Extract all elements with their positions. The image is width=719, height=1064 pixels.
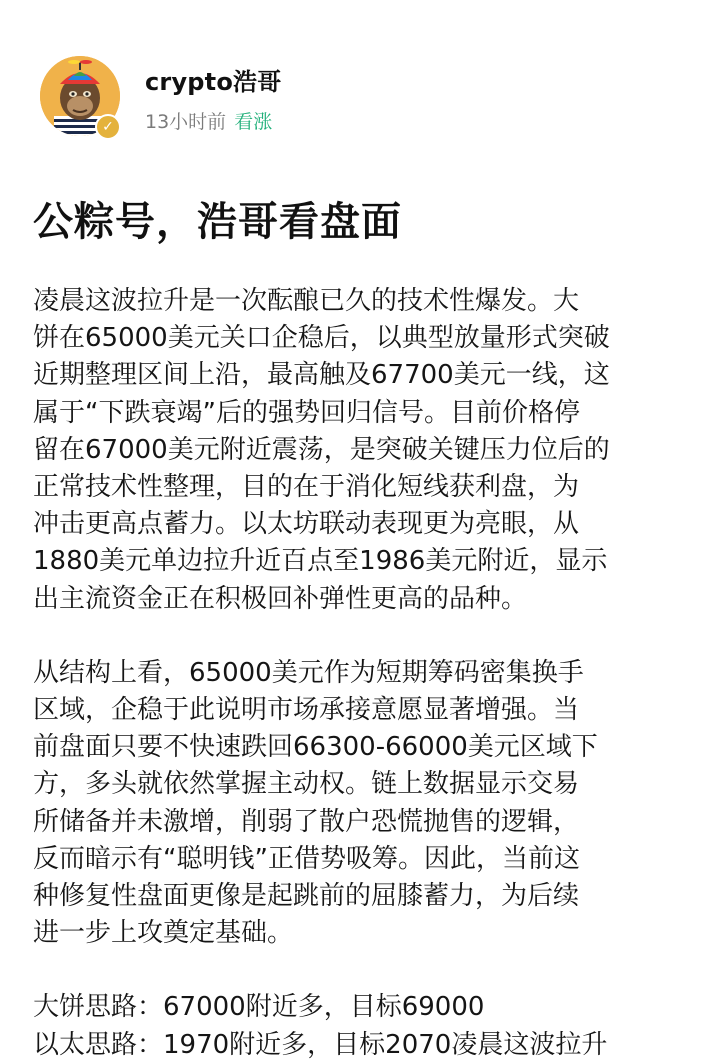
text-line: 大饼思路：67000附近多，目标69000 xyxy=(33,992,485,1023)
text-line: 属于“下跌衰竭”后的强势回归信号。目前价格停 xyxy=(33,397,580,428)
text-line: 以太思路：1970附近多，目标2070凌晨这波拉升 xyxy=(33,1029,608,1060)
text-line: 留在67000美元附近震荡，是突破关键压力位后的 xyxy=(33,434,610,465)
paragraph-gap xyxy=(33,952,693,989)
post-header xyxy=(0,0,719,150)
text-line: 区域，企稳于此说明市场承接意愿显著增强。当 xyxy=(33,695,580,726)
paragraph-gap xyxy=(33,618,693,655)
text-line: 凌晨这波拉升是一次酝酿已久的技术性爆发。大 xyxy=(33,286,580,316)
text-line: 方，多头就依然掌握主动权。链上数据显示交易 xyxy=(33,769,580,800)
text-line: 所储备并未激增，削弱了散户恐慌抛售的逻辑， xyxy=(33,806,580,837)
paragraph-2 xyxy=(33,655,693,953)
sentiment-tag[interactable]: 看涨 xyxy=(234,111,273,133)
text-line: 种修复性盘面更像是起跳前的屈膝蓄力，为后续 xyxy=(33,881,580,912)
text-line: 饼在65000美元关口企稳后，以典型放量形式突破 xyxy=(33,323,610,354)
text-line: 反而暗示有“聪明钱”正借势吸筹。因此，当前这 xyxy=(33,843,580,874)
post-meta xyxy=(145,107,272,134)
post-body xyxy=(33,283,693,1064)
post-time: 13小时前 xyxy=(145,111,227,133)
text-line: 前盘面只要不快速跌回66300-66000美元区域下 xyxy=(33,732,598,763)
text-line: 正常技术性整理，目的在于消化短线获利盘，为 xyxy=(33,472,580,503)
author-name[interactable]: crypto浩哥 xyxy=(145,68,282,96)
text-line: 进一步上攻奠定基础。 xyxy=(33,918,294,949)
verified-badge-icon: ✓ xyxy=(95,114,121,140)
text-line: 从结构上看，65000美元作为短期筹码密集换手 xyxy=(33,657,584,688)
post-title: 公粽号，浩哥看盘面 xyxy=(33,199,402,245)
paragraph-1 xyxy=(33,283,693,618)
text-line: 1880美元单边拉升近百点至1986美元附近，显示 xyxy=(33,546,608,577)
text-line: 近期整理区间上沿，最高触及67700美元一线，这 xyxy=(33,360,610,391)
paragraph-3 xyxy=(33,989,693,1063)
text-line: 出主流资金正在积极回补弹性更高的品种。 xyxy=(33,583,528,614)
text-line: 冲击更高点蓄力。以太坊联动表现更为亮眼，从 xyxy=(33,509,580,540)
